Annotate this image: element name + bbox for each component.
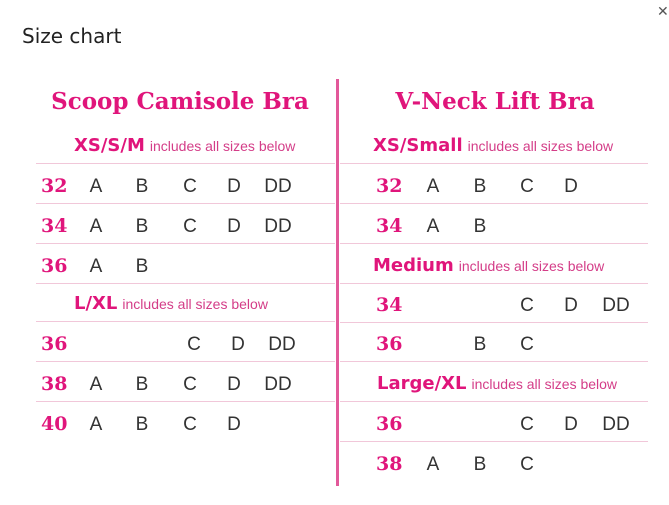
close-icon[interactable]: ✕	[657, 4, 669, 20]
table-row	[340, 403, 648, 442]
group-label	[74, 293, 268, 314]
group-name: XS/Small	[373, 135, 463, 156]
cup-size: D	[227, 374, 241, 395]
cup-size: D	[564, 295, 578, 316]
cup-size: B	[473, 454, 487, 475]
cup-size: D	[231, 334, 245, 355]
table-divider	[336, 79, 339, 486]
group-name: XS/S/M	[74, 135, 145, 156]
band-size: 34	[41, 215, 68, 237]
cup-size: A	[89, 216, 103, 237]
cup-size: B	[473, 334, 487, 355]
cup-size: B	[135, 176, 149, 197]
cup-size: C	[520, 414, 534, 435]
band-size: 38	[41, 373, 68, 395]
table-row	[36, 403, 335, 442]
group-header	[36, 125, 335, 164]
cup-size: B	[473, 176, 487, 197]
cup-size: C	[520, 295, 534, 316]
table-row	[340, 443, 648, 482]
band-size: 36	[376, 333, 403, 355]
cup-size: A	[89, 374, 103, 395]
band-size: 34	[376, 294, 403, 316]
group-note: includes all sizes below	[122, 296, 268, 312]
group-header	[340, 245, 648, 284]
band-size: 32	[41, 175, 68, 197]
cup-size: B	[473, 216, 487, 237]
cup-size: B	[135, 414, 149, 435]
table-row	[36, 323, 335, 362]
table-row	[36, 363, 335, 402]
band-size: 32	[376, 175, 403, 197]
table-title: Scoop Camisole Bra	[51, 88, 309, 115]
cup-size: B	[135, 374, 149, 395]
cup-size: C	[183, 216, 197, 237]
band-size: 40	[41, 413, 68, 435]
cup-size: D	[227, 414, 241, 435]
cup-size: C	[183, 374, 197, 395]
table-title: V-Neck Lift Bra	[395, 88, 595, 115]
table-row	[36, 245, 335, 284]
cup-size: C	[183, 414, 197, 435]
cup-size: C	[520, 176, 534, 197]
group-name: Medium	[373, 255, 454, 276]
cup-size: A	[426, 176, 440, 197]
group-label	[74, 135, 295, 156]
cup-size: B	[135, 256, 149, 277]
band-size: 34	[376, 215, 403, 237]
table-row	[36, 205, 335, 244]
group-note: includes all sizes below	[149, 138, 296, 154]
cup-size: DD	[264, 374, 292, 395]
cup-size: D	[564, 176, 578, 197]
band-size: 36	[41, 255, 68, 277]
table-row	[340, 323, 648, 362]
band-size: 36	[376, 413, 403, 435]
cup-size: DD	[264, 176, 292, 197]
cup-size: DD	[602, 414, 630, 435]
cup-size: D	[227, 216, 241, 237]
dialog-title: Size chart	[22, 24, 122, 48]
cup-size: A	[89, 176, 103, 197]
group-header	[340, 125, 648, 164]
cup-size: A	[89, 256, 103, 277]
cup-size: A	[426, 216, 440, 237]
cup-size: B	[135, 216, 149, 237]
cup-size: DD	[602, 295, 630, 316]
group-note: includes all sizes below	[467, 138, 614, 154]
table-row	[340, 205, 648, 244]
table-row	[36, 165, 335, 204]
group-header	[340, 363, 648, 402]
table-row	[340, 165, 648, 204]
cup-size: D	[227, 176, 241, 197]
cup-size: C	[520, 334, 534, 355]
cup-size: C	[183, 176, 197, 197]
band-size: 36	[41, 333, 68, 355]
group-note: includes all sizes below	[471, 376, 618, 392]
cup-size: A	[89, 414, 103, 435]
cup-size: A	[426, 454, 440, 475]
cup-size: DD	[264, 216, 292, 237]
group-label	[373, 135, 613, 156]
group-name: Large/XL	[377, 373, 467, 394]
cup-size: C	[187, 334, 201, 355]
group-header	[36, 283, 335, 322]
group-name: L/XL	[74, 293, 118, 314]
cup-size: C	[520, 454, 534, 475]
group-note: includes all sizes below	[458, 258, 605, 274]
group-label	[377, 373, 617, 394]
cup-size: D	[564, 414, 578, 435]
band-size: 38	[376, 453, 403, 475]
table-row	[340, 284, 648, 323]
group-label	[373, 255, 604, 276]
cup-size: DD	[268, 334, 296, 355]
